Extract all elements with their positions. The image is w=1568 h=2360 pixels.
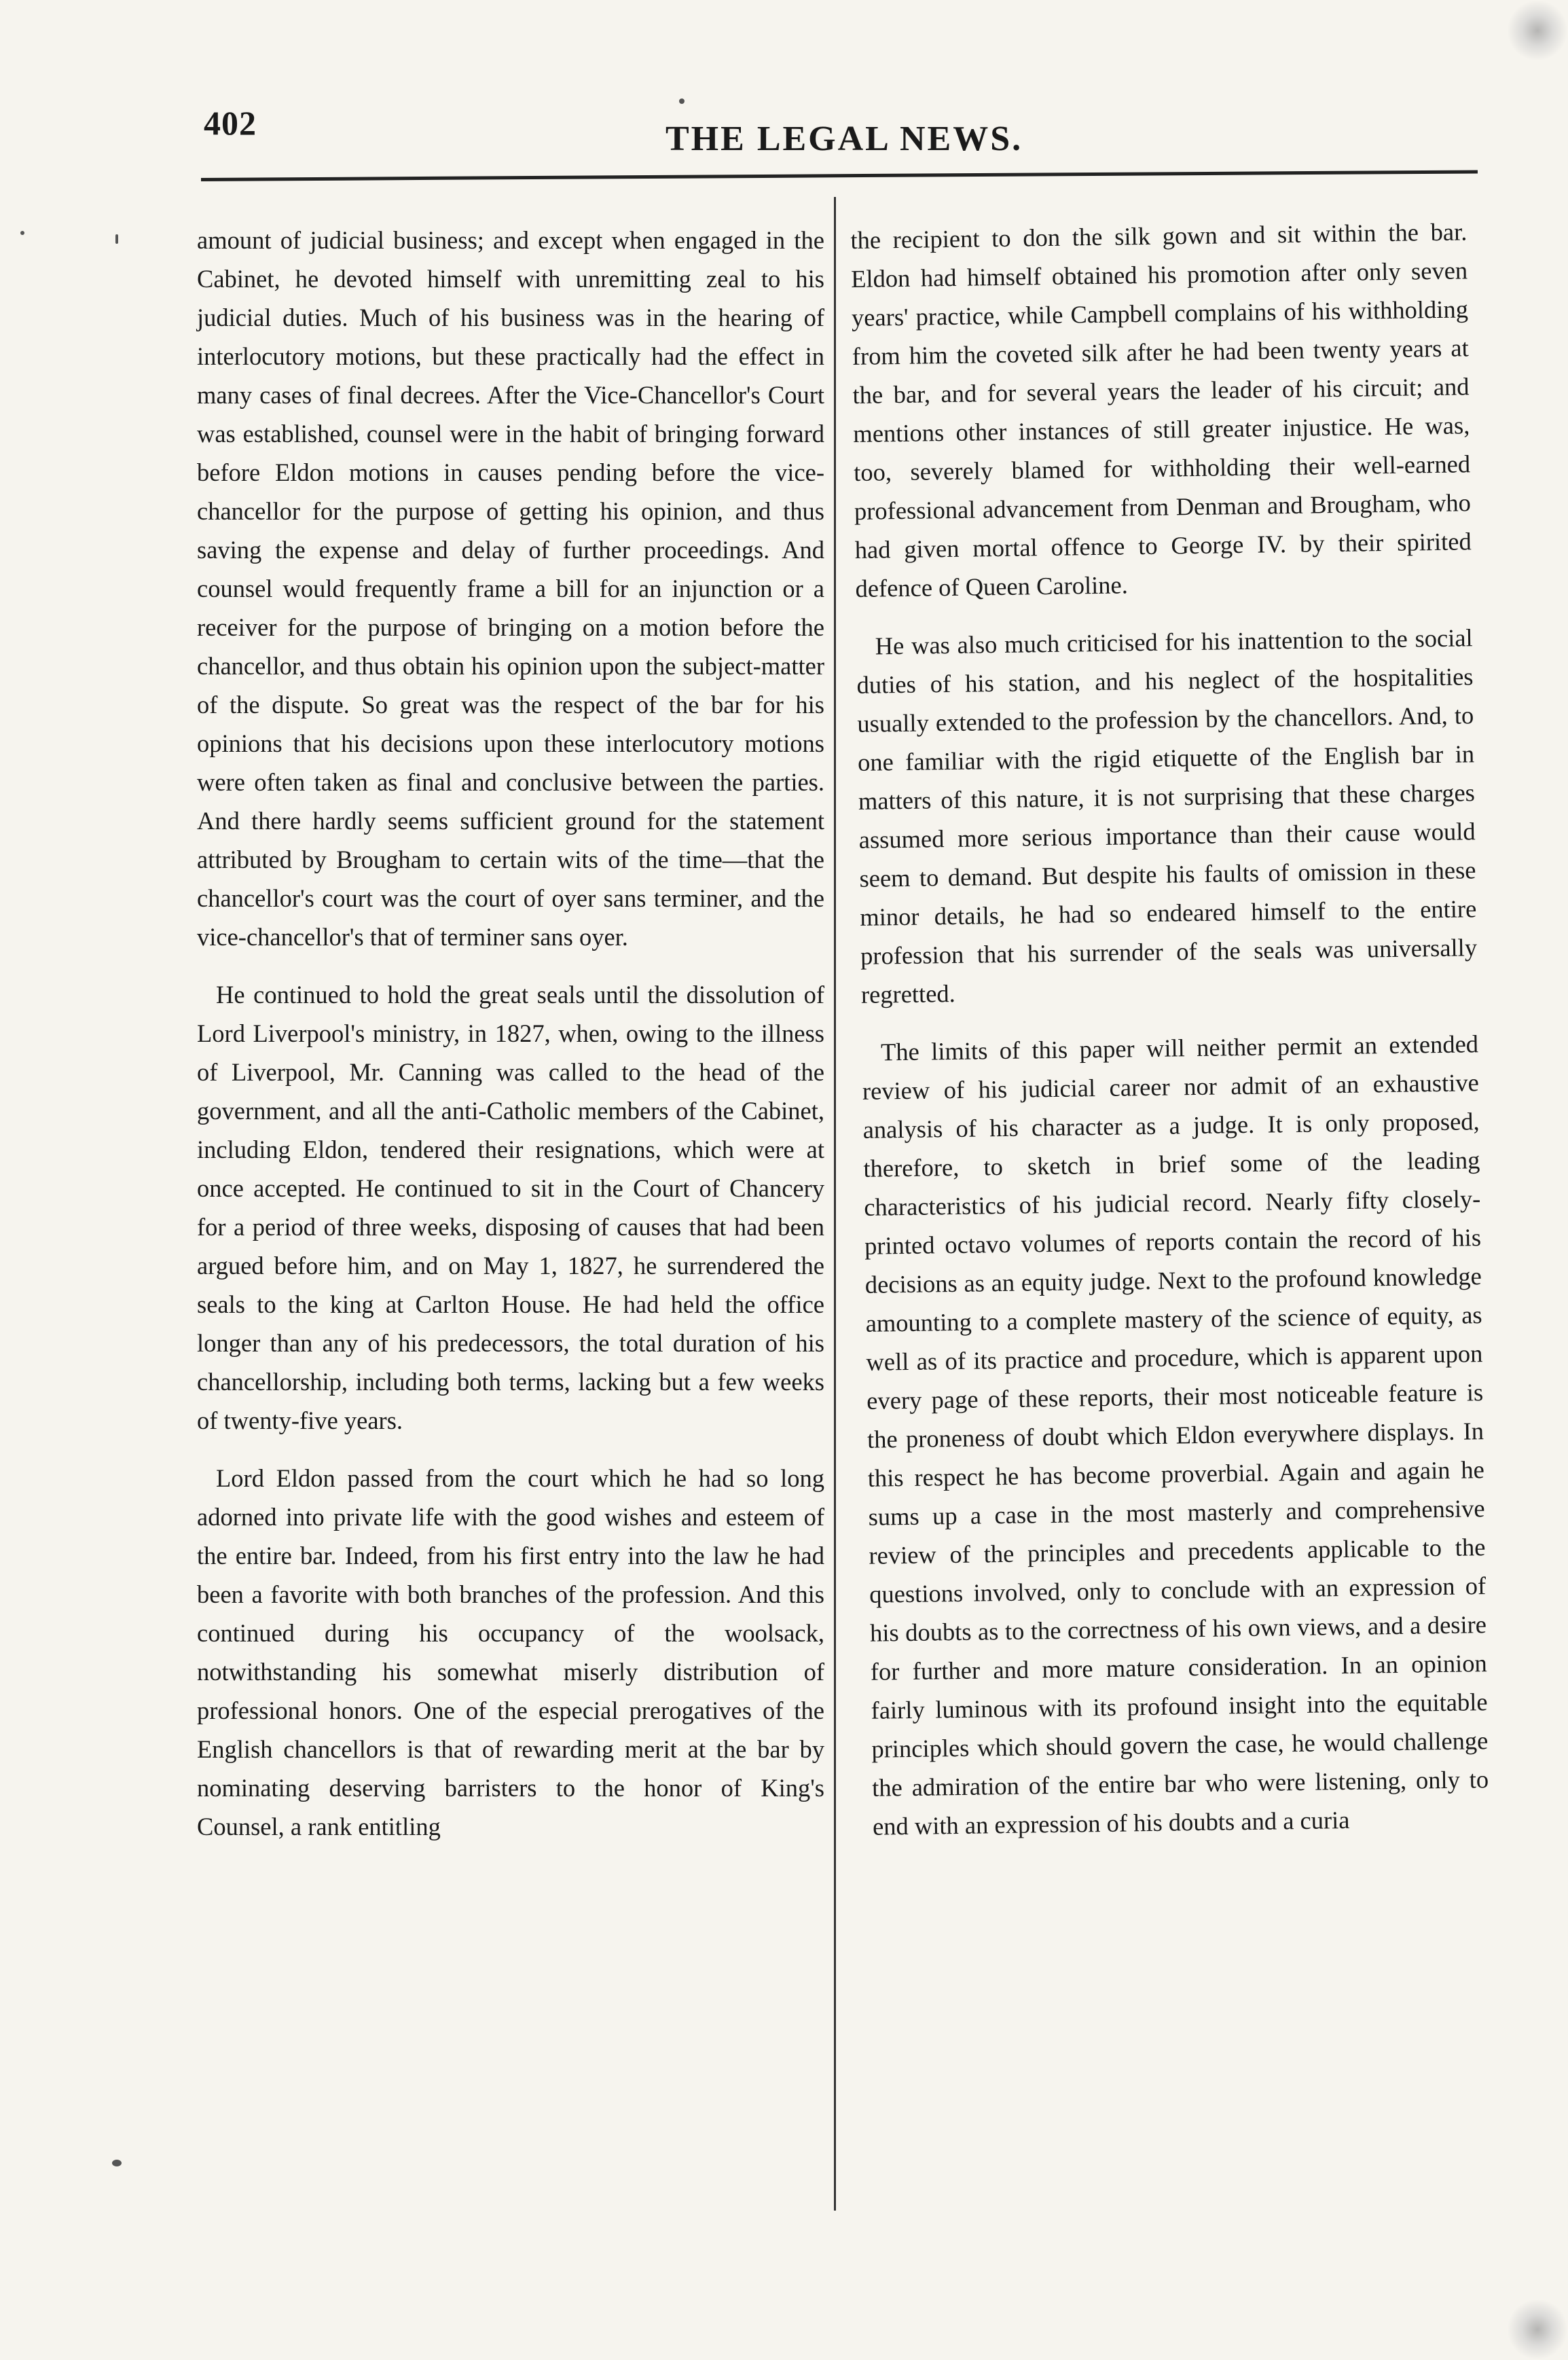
column-divider	[834, 197, 836, 2211]
running-head-title: THE LEGAL NEWS.	[666, 120, 1023, 158]
right-paragraph-2: He was also much criticised for his inattention to the social duties of his station, and his neglect of the hospitalities usually extended to the profession by the chancellors. And, to one familiar with the rigid etiquette of the English bar in matters of this nature, it is not surprising that these charges assumed more serious importance than their cause would seem to demand. But despite his faults of omission in these minor details, he had so endeared himself to the entire profession that his surrender of the seals was universally regretted.	[856, 623, 1478, 1009]
left-paragraph-3: Lord Eldon passed from the court which he had so long adorned into private life with the good wishes and esteem of the entire bar. Indeed, from his first entry into the law he had been a favorite with both branches of the profession. And this continued during his occupancy of the woolsack, notwithstanding his somewhat miserly distribution of professional honors. One of the especial prerogatives of the English chancellors is that of rewarding merit at the bar by nominating deserving barristers to the honor of King's Counsel, a rank entitling	[197, 1464, 824, 1840]
right-paragraph-1: the recipient to don the silk gown and sit within the bar. Eldon had himself obtained his promotion after only seven years' practice, while Campbell complains of his withholding from him the coveted silk after he had been twenty years at the bar, and for several years the leader of his circuit; and mentions other instances of still greater injustice. He was, too, severely blamed for withholding their well-earned professional advancement from Denman and Brougham, who had given mortal offence to George IV. by their spirited defence of Queen Caroline.	[850, 217, 1472, 602]
left-paragraph-1: amount of judicial business; and except when engaged in the Cabinet, he devoted himself with unremitting zeal to his judicial duties. Much of his business was in the hearing of interlocutory motions, but these practically had the effect in many cases of final decrees. After the Vice-Chancellor's Court was established, counsel were in the habit of bringing forward before Eldon motions in causes pending before the vice-chancellor for the purpose of getting his opinion, and thus saving the expense and delay of further proceedings. And counsel would frequently frame a bill for an injunction or a receiver for the purpose of bringing on a motion before the chancellor, and thus obtain his opinion upon the subject-matter of the dispute. So great was the respect of the bar for his opinions that his decisions upon these interlocutory motions were often taken as final and conclusive between the parties. And there hardly seems sufficient ground for the statement attributed by Brougham to certain wits of the time—that the chancellor's court was the court of oyer sans terminer, and the vice-chancellor's that of terminer sans oyer.	[197, 226, 824, 951]
scan-speck	[20, 231, 24, 235]
right-column	[850, 212, 1489, 1845]
scan-speck	[679, 98, 685, 104]
header-rule	[201, 170, 1478, 181]
right-paragraph-3: The limits of this paper will neither permit an extended review of his judicial career nor admit of an exhaustive analysis of his character as a judge. It is only proposed, therefore, to sketch in brief some of the leading characteristics of his judicial record. Nearly fifty closely-printed octavo volumes of reports contain the record of his decisions as an equity judge. Next to the profound knowledge amounting to a complete mastery of the science of equity, as well as of its practice and procedure, which is apparent upon every page of these reports, their most noticeable feature is the proneness of doubt which Eldon everywhere displays. In this respect he has become proverbial. Again and again he sums up a case in the most masterly and comprehensive review of the principles and precedents applicable to the questions involved, only to conclude with an expression of his doubts as to the correctness of his own views, and a desire for further and more mature consideration. In an opinion fairly luminous with its profound insight into the equitable principles which should govern the case, he would challenge the admiration of the entire bar who were listening, only to end with an expression of his doubts and a curia	[862, 1030, 1489, 1840]
scan-speck	[112, 2160, 122, 2166]
left-paragraph-2: He continued to hold the great seals until the dissolution of Lord Liverpool's ministry, in 1827, when, owing to the illness of Liverpool, Mr. Canning was called to the head of the government, and all the anti-Catholic members of the Cabinet, including Eldon, tendered their resignations, which were at once accepted. He continued to sit in the Court of Chancery for a period of three weeks, disposing of causes that had been argued before him, and on May 1, 1827, he surrendered the seals to the king at Carlton House. He had held the office longer than any of his predecessors, the total duration of his chancellorship, including both terms, lacking but a few weeks of twenty-five years.	[197, 981, 824, 1434]
page-number: 402	[204, 104, 257, 142]
scan-noise-top-right	[1507, 0, 1568, 61]
left-column	[197, 221, 824, 1846]
scan-speck	[115, 234, 118, 244]
scan-noise-bottom-right	[1507, 2299, 1568, 2360]
